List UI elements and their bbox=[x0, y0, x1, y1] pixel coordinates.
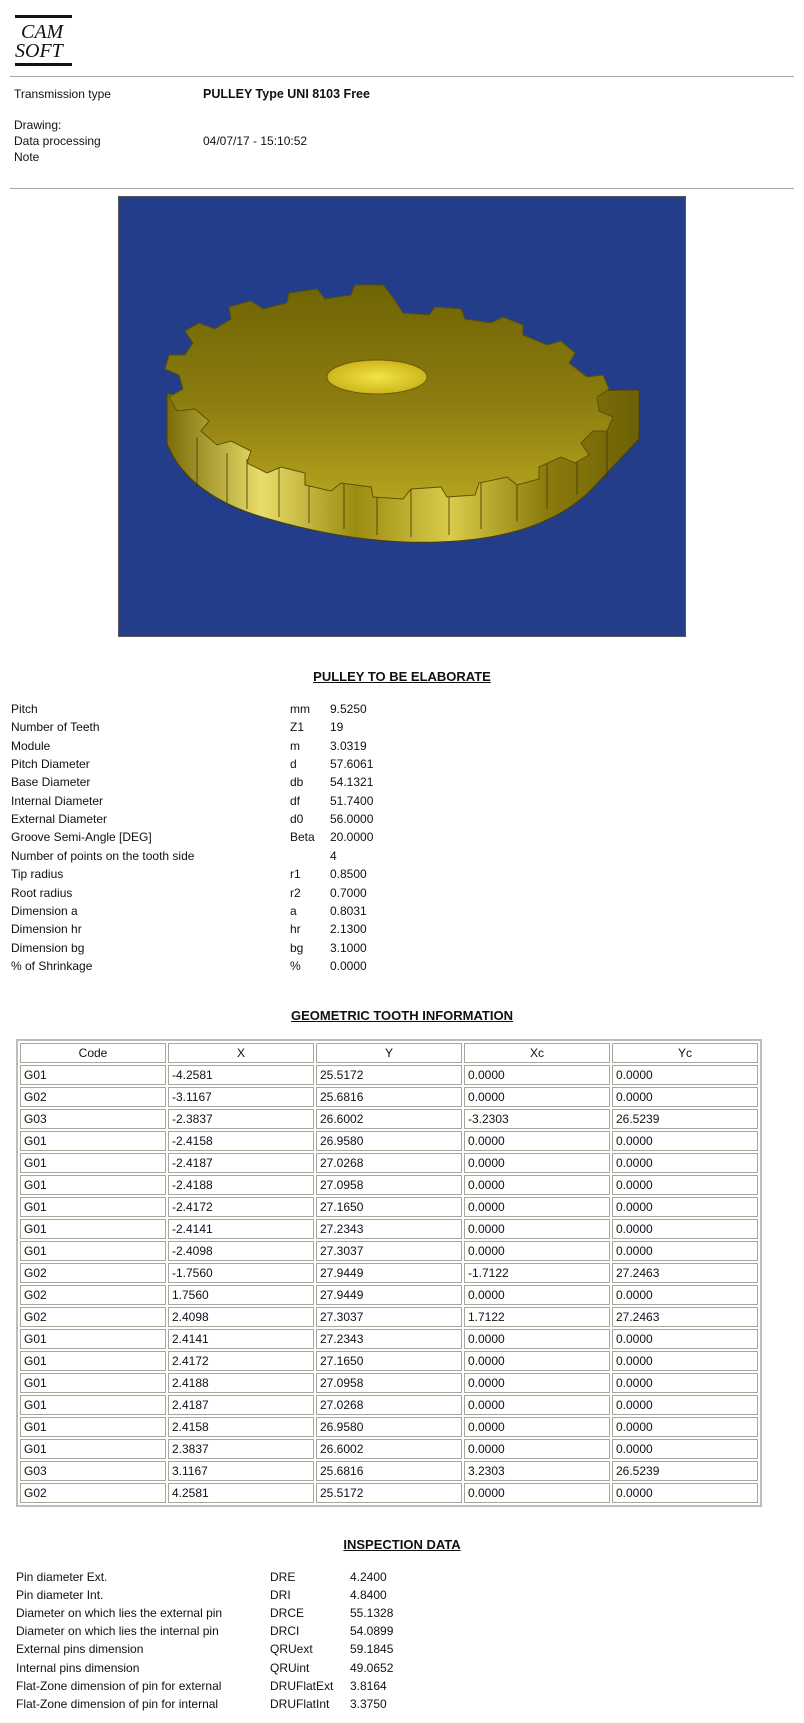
geometry-header-row bbox=[20, 1043, 758, 1063]
param-value: 3.1000 bbox=[330, 940, 367, 955]
pulley-param-row bbox=[0, 957, 804, 975]
table-cell: 0.0000 bbox=[612, 1285, 758, 1305]
param-symbol: Beta bbox=[290, 830, 315, 845]
table-cell: 0.0000 bbox=[612, 1241, 758, 1261]
param-value: 2.1300 bbox=[330, 922, 367, 937]
inspection-name: External pins dimension bbox=[16, 1642, 144, 1657]
table-cell: G02 bbox=[20, 1263, 166, 1283]
param-symbol: m bbox=[290, 738, 300, 753]
param-value: 57.6061 bbox=[330, 757, 374, 772]
inspection-row bbox=[0, 1677, 804, 1695]
drawing-label: Drawing: bbox=[14, 118, 62, 132]
param-symbol: hr bbox=[290, 922, 301, 937]
table-cell: G02 bbox=[20, 1307, 166, 1327]
inspection-symbol: DRCI bbox=[270, 1624, 300, 1639]
inspection-name: Diameter on which lies the external pin bbox=[16, 1606, 223, 1621]
table-cell: 27.9449 bbox=[316, 1263, 462, 1283]
param-symbol: Z1 bbox=[290, 720, 305, 735]
param-name: Dimension hr bbox=[11, 922, 82, 937]
table-row bbox=[20, 1329, 758, 1349]
table-row bbox=[20, 1131, 758, 1151]
param-value: 4 bbox=[330, 848, 337, 863]
pulley-param-row bbox=[0, 847, 804, 865]
inspection-name: Flat-Zone dimension of pin for internal bbox=[16, 1696, 219, 1711]
table-row bbox=[20, 1395, 758, 1415]
table-cell: 0.0000 bbox=[612, 1087, 758, 1107]
table-row bbox=[20, 1483, 758, 1503]
param-symbol: db bbox=[290, 775, 304, 790]
table-cell: G02 bbox=[20, 1483, 166, 1503]
table-cell: G03 bbox=[20, 1109, 166, 1129]
table-cell: G01 bbox=[20, 1175, 166, 1195]
table-row bbox=[20, 1065, 758, 1085]
table-cell: 2.4158 bbox=[168, 1417, 314, 1437]
table-row bbox=[20, 1109, 758, 1129]
table-cell: 0.0000 bbox=[464, 1175, 610, 1195]
table-cell: -4.2581 bbox=[168, 1065, 314, 1085]
inspection-value: 54.0899 bbox=[350, 1624, 394, 1639]
geometry-table bbox=[16, 1039, 762, 1507]
table-cell: -2.4188 bbox=[168, 1175, 314, 1195]
table-cell: G01 bbox=[20, 1197, 166, 1217]
table-cell: 27.1650 bbox=[316, 1351, 462, 1371]
inspection-row bbox=[0, 1622, 804, 1640]
param-name: Internal Diameter bbox=[11, 793, 104, 808]
inspection-symbol: DRE bbox=[270, 1570, 296, 1584]
table-cell: 27.0958 bbox=[316, 1175, 462, 1195]
inspection-value: 55.1328 bbox=[350, 1606, 394, 1621]
table-cell: 26.5239 bbox=[612, 1461, 758, 1481]
pulley-param-row bbox=[0, 700, 804, 718]
inspection-name: Pin diameter Ext. bbox=[16, 1570, 108, 1584]
table-cell: 3.1167 bbox=[168, 1461, 314, 1481]
table-cell: 0.0000 bbox=[612, 1065, 758, 1085]
table-cell: 1.7560 bbox=[168, 1285, 314, 1305]
geometry-table-body bbox=[20, 1065, 758, 1503]
table-cell: -2.4141 bbox=[168, 1219, 314, 1239]
param-value: 0.8500 bbox=[330, 867, 367, 882]
table-cell: 0.0000 bbox=[464, 1131, 610, 1151]
table-cell: -2.4172 bbox=[168, 1197, 314, 1217]
header-y: Y bbox=[316, 1043, 462, 1063]
header-code: Code bbox=[20, 1043, 166, 1063]
table-cell: 2.4098 bbox=[168, 1307, 314, 1327]
table-cell: 0.0000 bbox=[612, 1197, 758, 1217]
table-cell: -2.4187 bbox=[168, 1153, 314, 1173]
table-cell: G01 bbox=[20, 1395, 166, 1415]
header-xc: Xc bbox=[464, 1043, 610, 1063]
table-cell: 26.6002 bbox=[316, 1439, 462, 1459]
table-cell: 0.0000 bbox=[464, 1241, 610, 1261]
param-name: Tip radius bbox=[11, 867, 64, 882]
pulley-param-row bbox=[0, 920, 804, 938]
pulley-param-row bbox=[0, 884, 804, 902]
pulley-param-row bbox=[0, 755, 804, 773]
table-cell: 0.0000 bbox=[612, 1439, 758, 1459]
transmission-value: PULLEY Type UNI 8103 Free bbox=[203, 87, 370, 101]
inspection-symbol: DRI bbox=[270, 1588, 291, 1603]
param-symbol: df bbox=[290, 793, 301, 808]
inspection-row bbox=[0, 1568, 804, 1586]
table-cell: 0.0000 bbox=[464, 1395, 610, 1415]
table-cell: 26.6002 bbox=[316, 1109, 462, 1129]
geometry-section-title: GEOMETRIC TOOTH INFORMATION bbox=[291, 1008, 513, 1023]
table-cell: 0.0000 bbox=[612, 1417, 758, 1437]
pulley-param-row bbox=[0, 902, 804, 920]
param-value: 19 bbox=[330, 720, 344, 735]
param-value: 0.7000 bbox=[330, 885, 367, 900]
table-cell: G02 bbox=[20, 1285, 166, 1305]
table-cell: -2.4158 bbox=[168, 1131, 314, 1151]
table-cell: G03 bbox=[20, 1461, 166, 1481]
table-cell: G01 bbox=[20, 1241, 166, 1261]
table-cell: 0.0000 bbox=[464, 1285, 610, 1305]
table-cell: 0.0000 bbox=[612, 1175, 758, 1195]
table-cell: 27.2463 bbox=[612, 1307, 758, 1327]
table-cell: 0.0000 bbox=[464, 1219, 610, 1239]
inspection-name: Flat-Zone dimension of pin for external bbox=[16, 1678, 222, 1693]
table-cell: 27.0958 bbox=[316, 1373, 462, 1393]
inspection-value: 49.0652 bbox=[350, 1660, 394, 1675]
inspection-name: Pin diameter Int. bbox=[16, 1588, 104, 1603]
table-row bbox=[20, 1087, 758, 1107]
table-cell: 0.0000 bbox=[612, 1329, 758, 1349]
param-value: 9.5250 bbox=[330, 702, 367, 716]
param-symbol: % bbox=[290, 958, 301, 973]
table-row bbox=[20, 1417, 758, 1437]
pulley-param-row bbox=[0, 865, 804, 883]
logo-line2: SOFT bbox=[15, 40, 63, 62]
table-row bbox=[20, 1197, 758, 1217]
table-cell: 4.2581 bbox=[168, 1483, 314, 1503]
table-row bbox=[20, 1439, 758, 1459]
table-cell: 27.2463 bbox=[612, 1263, 758, 1283]
param-value: 0.8031 bbox=[330, 903, 367, 918]
table-cell: 27.2343 bbox=[316, 1329, 462, 1349]
inspection-row bbox=[0, 1659, 804, 1677]
table-row bbox=[20, 1285, 758, 1305]
table-row bbox=[20, 1175, 758, 1195]
note-label: Note bbox=[14, 150, 40, 164]
pulley-gear-image bbox=[119, 197, 685, 636]
inspection-value: 59.1845 bbox=[350, 1642, 394, 1657]
table-cell: 2.4172 bbox=[168, 1351, 314, 1371]
inspection-name: Internal pins dimension bbox=[16, 1660, 140, 1675]
table-cell: 25.6816 bbox=[316, 1087, 462, 1107]
table-cell: 0.0000 bbox=[464, 1351, 610, 1371]
param-value: 51.7400 bbox=[330, 793, 374, 808]
table-cell: 2.3837 bbox=[168, 1439, 314, 1459]
table-row bbox=[20, 1461, 758, 1481]
inspection-row bbox=[0, 1586, 804, 1604]
inspection-value: 4.8400 bbox=[350, 1588, 387, 1603]
header-divider-bottom bbox=[10, 188, 794, 189]
table-cell: G01 bbox=[20, 1219, 166, 1239]
table-row bbox=[20, 1219, 758, 1239]
table-cell: 0.0000 bbox=[464, 1087, 610, 1107]
param-value: 56.0000 bbox=[330, 812, 374, 827]
pulley-param-row bbox=[0, 718, 804, 736]
param-name: Pitch bbox=[11, 702, 38, 716]
table-cell: 0.0000 bbox=[612, 1373, 758, 1393]
table-cell: 25.5172 bbox=[316, 1483, 462, 1503]
param-name: Base Diameter bbox=[11, 775, 91, 790]
param-symbol: d bbox=[290, 757, 297, 772]
param-name: Number of Teeth bbox=[11, 720, 100, 735]
logo-top-bar bbox=[15, 15, 72, 18]
table-cell: -2.3837 bbox=[168, 1109, 314, 1129]
table-row bbox=[20, 1351, 758, 1371]
table-cell: G01 bbox=[20, 1439, 166, 1459]
inspection-symbol: DRCE bbox=[270, 1606, 305, 1621]
param-symbol: mm bbox=[290, 702, 310, 716]
table-cell: 2.4141 bbox=[168, 1329, 314, 1349]
table-cell: 27.2343 bbox=[316, 1219, 462, 1239]
param-symbol: r2 bbox=[290, 885, 301, 900]
table-cell: 0.0000 bbox=[612, 1395, 758, 1415]
pulley-param-row bbox=[0, 737, 804, 755]
table-cell: 2.4187 bbox=[168, 1395, 314, 1415]
inspection-value: 3.8164 bbox=[350, 1678, 387, 1693]
table-cell: 27.9449 bbox=[316, 1285, 462, 1305]
param-value: 54.1321 bbox=[330, 775, 374, 790]
table-row bbox=[20, 1263, 758, 1283]
table-cell: 0.0000 bbox=[464, 1065, 610, 1085]
transmission-label: Transmission type bbox=[14, 87, 111, 101]
param-symbol: a bbox=[290, 903, 297, 918]
processing-value: 04/07/17 - 15:10:52 bbox=[203, 134, 308, 148]
table-cell: 27.3037 bbox=[316, 1241, 462, 1261]
table-cell: 0.0000 bbox=[464, 1329, 610, 1349]
param-name: Dimension a bbox=[11, 903, 78, 918]
inspection-symbol: DRUFlatExt bbox=[270, 1678, 334, 1693]
table-cell: 27.0268 bbox=[316, 1395, 462, 1415]
table-row bbox=[20, 1307, 758, 1327]
param-value: 3.0319 bbox=[330, 738, 367, 753]
table-cell: G01 bbox=[20, 1329, 166, 1349]
camsoft-logo bbox=[11, 12, 75, 68]
table-cell: 0.0000 bbox=[612, 1131, 758, 1151]
table-row bbox=[20, 1153, 758, 1173]
table-cell: 25.5172 bbox=[316, 1065, 462, 1085]
pulley-param-row bbox=[0, 828, 804, 846]
table-cell: G01 bbox=[20, 1373, 166, 1393]
table-cell: -3.1167 bbox=[168, 1087, 314, 1107]
param-value: 0.0000 bbox=[330, 958, 367, 973]
table-cell: 26.5239 bbox=[612, 1109, 758, 1129]
logo-line1: CAM bbox=[21, 21, 64, 43]
inspection-row bbox=[0, 1604, 804, 1622]
table-cell: -1.7122 bbox=[464, 1263, 610, 1283]
pulley-section-title: PULLEY TO BE ELABORATE bbox=[313, 669, 491, 684]
inspection-section-title: INSPECTION DATA bbox=[343, 1537, 461, 1552]
table-cell: 27.0268 bbox=[316, 1153, 462, 1173]
table-cell: G01 bbox=[20, 1417, 166, 1437]
inspection-row bbox=[0, 1695, 804, 1713]
pulley-param-row bbox=[0, 810, 804, 828]
table-cell: -2.4098 bbox=[168, 1241, 314, 1261]
processing-label: Data processing bbox=[14, 134, 101, 148]
table-cell: G01 bbox=[20, 1153, 166, 1173]
inspection-name: Diameter on which lies the internal pin bbox=[16, 1624, 219, 1639]
table-cell: 0.0000 bbox=[612, 1219, 758, 1239]
table-cell: 0.0000 bbox=[612, 1483, 758, 1503]
param-value: 20.0000 bbox=[330, 830, 374, 845]
table-cell: -1.7560 bbox=[168, 1263, 314, 1283]
param-name: Groove Semi-Angle [DEG] bbox=[11, 830, 152, 845]
inspection-row bbox=[0, 1640, 804, 1658]
table-cell: 27.1650 bbox=[316, 1197, 462, 1217]
table-cell: 27.3037 bbox=[316, 1307, 462, 1327]
header-x: X bbox=[168, 1043, 314, 1063]
table-cell: 0.0000 bbox=[464, 1483, 610, 1503]
param-name: Module bbox=[11, 738, 51, 753]
table-cell: 0.0000 bbox=[464, 1373, 610, 1393]
table-row bbox=[20, 1241, 758, 1261]
table-cell: 26.9580 bbox=[316, 1417, 462, 1437]
pulley-param-row bbox=[0, 792, 804, 810]
pulley-param-row bbox=[0, 773, 804, 791]
table-cell: 0.0000 bbox=[464, 1197, 610, 1217]
table-cell: 26.9580 bbox=[316, 1131, 462, 1151]
table-cell: -3.2303 bbox=[464, 1109, 610, 1129]
table-cell: 0.0000 bbox=[464, 1417, 610, 1437]
param-symbol: r1 bbox=[290, 867, 301, 882]
table-cell: 0.0000 bbox=[612, 1153, 758, 1173]
header-yc: Yc bbox=[612, 1043, 758, 1063]
inspection-symbol: QRUext bbox=[270, 1642, 313, 1657]
param-name: Dimension bg bbox=[11, 940, 85, 955]
table-row bbox=[20, 1373, 758, 1393]
param-symbol: bg bbox=[290, 940, 304, 955]
inspection-value: 3.3750 bbox=[350, 1696, 387, 1711]
table-cell: G01 bbox=[20, 1131, 166, 1151]
param-name: % of Shrinkage bbox=[11, 958, 93, 973]
pulley-3d-render bbox=[118, 196, 686, 637]
table-cell: 0.0000 bbox=[464, 1153, 610, 1173]
table-cell: 3.2303 bbox=[464, 1461, 610, 1481]
pulley-param-row bbox=[0, 939, 804, 957]
param-symbol: d0 bbox=[290, 812, 304, 827]
table-cell: 0.0000 bbox=[612, 1351, 758, 1371]
table-cell: G01 bbox=[20, 1351, 166, 1371]
table-cell: G01 bbox=[20, 1065, 166, 1085]
table-cell: G02 bbox=[20, 1087, 166, 1107]
table-cell: 2.4188 bbox=[168, 1373, 314, 1393]
inspection-symbol: DRUFlatInt bbox=[270, 1696, 330, 1711]
param-name: Root radius bbox=[11, 885, 73, 900]
param-name: Number of points on the tooth side bbox=[11, 848, 195, 863]
logo-bottom-bar bbox=[15, 63, 72, 66]
header-divider-top bbox=[10, 76, 794, 77]
inspection-value: 4.2400 bbox=[350, 1570, 387, 1584]
table-cell: 1.7122 bbox=[464, 1307, 610, 1327]
table-cell: 25.6816 bbox=[316, 1461, 462, 1481]
param-name: Pitch Diameter bbox=[11, 757, 90, 772]
table-cell: 0.0000 bbox=[464, 1439, 610, 1459]
inspection-symbol: QRUint bbox=[270, 1660, 310, 1675]
param-name: External Diameter bbox=[11, 812, 108, 827]
